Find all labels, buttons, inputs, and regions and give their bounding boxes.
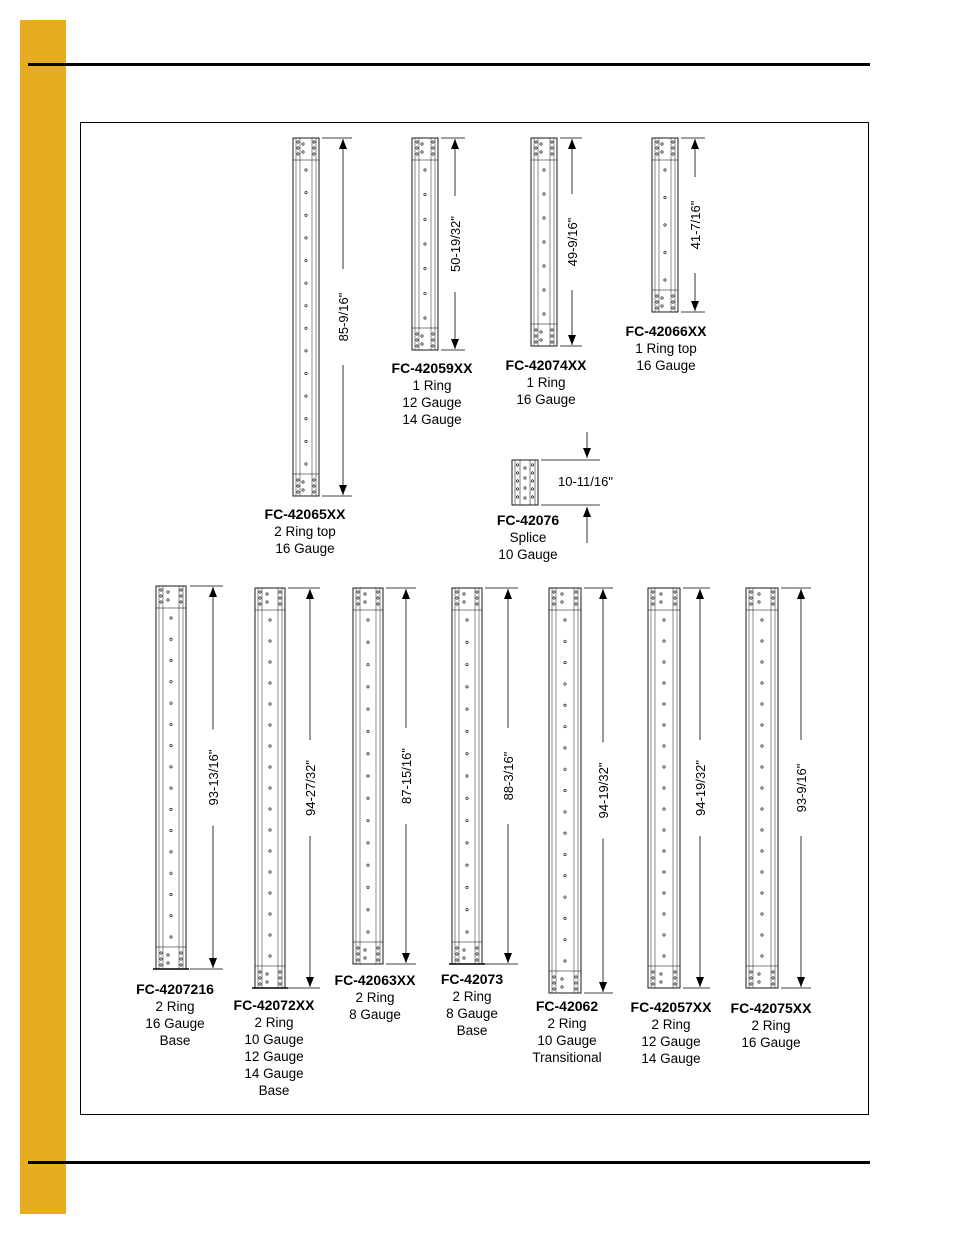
dimension-label: 50-19/32" <box>448 216 463 272</box>
part-number: FC-42065XX <box>264 506 346 522</box>
part-spec: Splice <box>509 530 547 545</box>
part-spec: Transitional <box>532 1050 602 1065</box>
part-spec: 8 Gauge <box>349 1007 401 1022</box>
part-spec: 14 Gauge <box>244 1066 304 1081</box>
stiffener-column <box>452 588 482 964</box>
part-spec: 14 Gauge <box>402 412 462 427</box>
part-fc-42072xx <box>234 588 320 1098</box>
part-number: FC-42063XX <box>334 972 416 988</box>
part-number: FC-42074XX <box>505 357 587 373</box>
part-spec: 16 Gauge <box>741 1035 801 1050</box>
part-spec: 2 Ring <box>547 1016 587 1031</box>
part-spec: 12 Gauge <box>244 1049 304 1064</box>
dimension-label: 93-9/16" <box>794 763 809 813</box>
dimension-label: 94-19/32" <box>596 762 611 819</box>
part-spec: 16 Gauge <box>516 392 576 407</box>
part-spec: 2 Ring <box>355 990 395 1005</box>
part-spec: Base <box>456 1023 488 1038</box>
stiffener-column <box>412 138 438 350</box>
part-spec: 1 Ring <box>526 375 566 390</box>
dimension-label: 85-9/16" <box>336 292 351 342</box>
part-spec: 12 Gauge <box>641 1034 701 1049</box>
dimension-label: 41-7/16" <box>688 200 703 250</box>
part-spec: 2 Ring <box>254 1015 294 1030</box>
dimension-label: 49-9/16" <box>565 217 580 267</box>
stiffener-column <box>746 588 778 988</box>
part-number: FC-42076 <box>496 512 560 528</box>
dimension-label: 93-13/16" <box>206 749 221 806</box>
part-spec: Base <box>159 1033 191 1048</box>
dimension-label: 94-27/32" <box>303 760 318 816</box>
part-fc-42059xx <box>392 138 474 427</box>
dimension-label: 88-3/16" <box>501 751 516 801</box>
part-spec: Base <box>258 1083 290 1098</box>
part-fc-42062 <box>532 588 613 1065</box>
part-spec: 14 Gauge <box>641 1051 701 1066</box>
part-spec: 12 Gauge <box>402 395 462 410</box>
stiffener-column <box>255 588 285 988</box>
part-spec: 10 Gauge <box>244 1032 304 1047</box>
part-spec: 2 Ring <box>751 1018 791 1033</box>
part-fc-42075xx <box>731 588 813 1050</box>
part-fc-4207216 <box>136 586 223 1048</box>
part-fc-42063xx <box>335 588 417 1022</box>
part-fc-42074xx <box>506 138 588 407</box>
part-fc-42076 <box>497 432 613 562</box>
part-spec: 2 Ring top <box>274 524 336 539</box>
part-number: FC-42073 <box>440 971 504 987</box>
part-number: FC-42066XX <box>625 323 707 339</box>
part-spec: 16 Gauge <box>145 1016 205 1031</box>
part-spec: 16 Gauge <box>636 358 696 373</box>
dimension-label: 94-19/32" <box>693 760 708 816</box>
stiffener-column <box>648 588 680 988</box>
part-spec: 10 Gauge <box>498 547 558 562</box>
part-spec: 10 Gauge <box>537 1033 597 1048</box>
part-spec: 2 Ring <box>651 1017 691 1032</box>
part-number: FC-42072XX <box>233 997 315 1013</box>
part-fc-42065xx <box>265 138 352 556</box>
part-fc-42073 <box>441 588 518 1038</box>
stiffener-column <box>531 138 557 346</box>
stiffener-column <box>353 588 383 964</box>
part-number: FC-42057XX <box>630 999 712 1015</box>
part-fc-42066xx <box>626 138 708 373</box>
part-spec: 1 Ring top <box>635 341 697 356</box>
part-spec: 8 Gauge <box>446 1006 498 1021</box>
part-spec: 16 Gauge <box>275 541 335 556</box>
part-number: FC-42062 <box>535 998 599 1014</box>
dimension-label: 10-11/16" <box>558 474 613 489</box>
part-spec: 2 Ring <box>452 989 492 1004</box>
dimension-label: 87-15/16" <box>399 748 414 804</box>
part-spec: 2 Ring <box>155 999 195 1014</box>
stiffener-column <box>549 588 581 993</box>
part-fc-42057xx <box>631 588 713 1066</box>
stiffener-column <box>156 586 186 969</box>
part-number: FC-42059XX <box>391 360 473 376</box>
stiffener-column <box>652 138 678 312</box>
part-spec: 1 Ring <box>412 378 452 393</box>
part-number: FC-4207216 <box>136 981 214 997</box>
part-number: FC-42075XX <box>730 1000 812 1016</box>
